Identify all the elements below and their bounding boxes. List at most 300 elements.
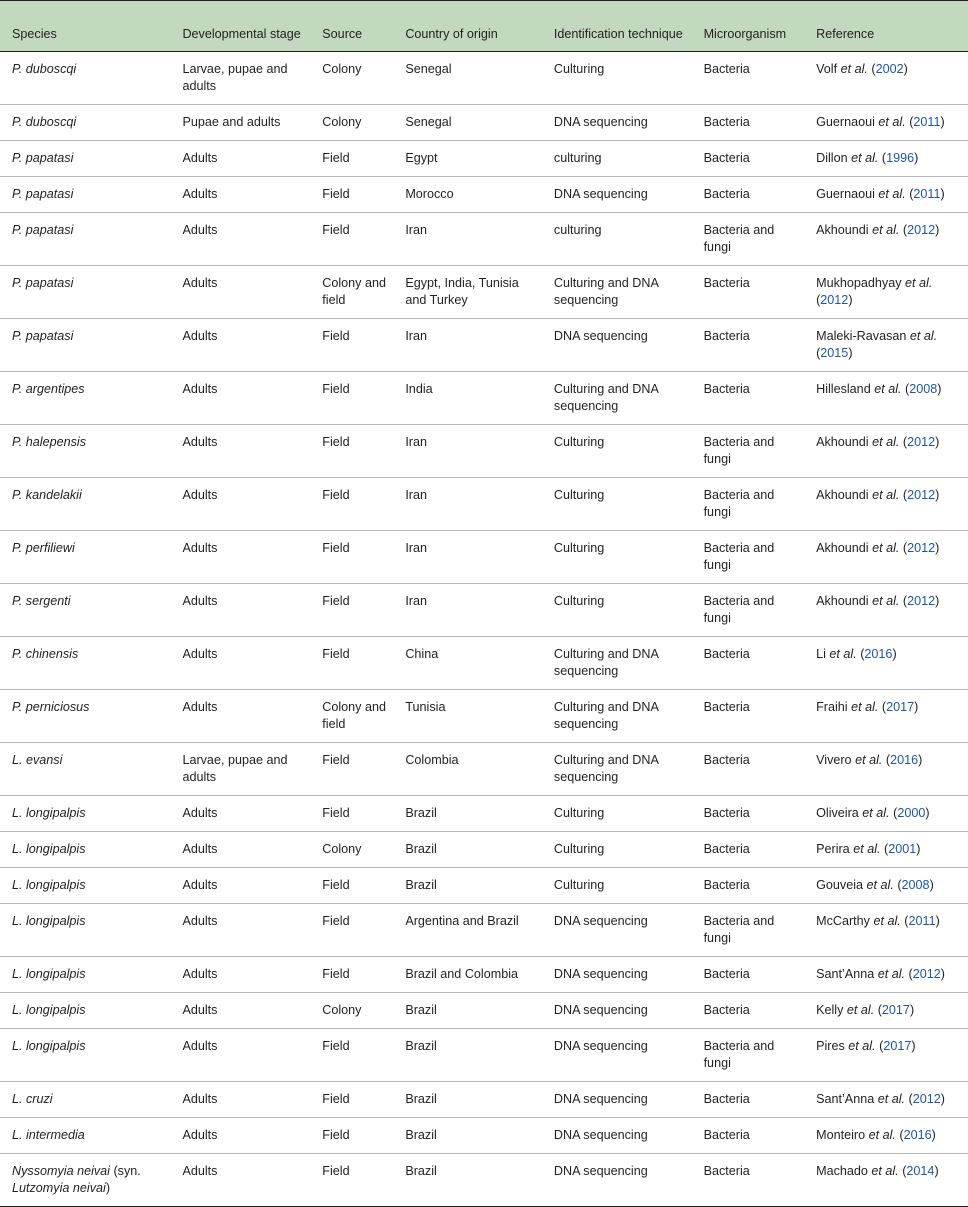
cell-developmental-stage: Adults xyxy=(170,372,310,425)
cell-microorganism: Bacteria and fungi xyxy=(692,531,805,584)
cell-species xyxy=(0,105,170,141)
reference-author: Kelly xyxy=(816,1003,844,1017)
species-name: P. perniciosus xyxy=(12,700,90,714)
cell-reference: Mukhopadhyay et al. (2012) xyxy=(804,266,968,319)
cell-microorganism: Bacteria and fungi xyxy=(692,478,805,531)
cell-country: Brazil and Colombia xyxy=(393,957,542,993)
cell-species xyxy=(0,796,170,832)
reference-year-link[interactable]: 2012 xyxy=(820,293,849,307)
species-syn-suffix: ) xyxy=(105,1181,111,1195)
cell-country: China xyxy=(393,637,542,690)
cell-country: Iran xyxy=(393,213,542,266)
cell-species xyxy=(0,266,170,319)
cell-species xyxy=(0,319,170,372)
cell-species xyxy=(0,904,170,957)
reference-etal: et al. xyxy=(872,488,900,502)
cell-species xyxy=(0,141,170,177)
reference-year-link[interactable]: 2012 xyxy=(907,223,936,237)
cell-species xyxy=(0,177,170,213)
reference-author: Li xyxy=(816,647,826,661)
reference-year-link[interactable]: 2017 xyxy=(883,1039,912,1053)
table-row xyxy=(0,796,968,832)
cell-country: Brazil xyxy=(393,1082,542,1118)
reference-year-link[interactable]: 2012 xyxy=(907,435,936,449)
species-name: P. kandelakii xyxy=(12,488,82,502)
table-row xyxy=(0,904,968,957)
cell-country: Senegal xyxy=(393,105,542,141)
cell-reference: Perira et al. (2001) xyxy=(804,832,968,868)
cell-species xyxy=(0,832,170,868)
table-row xyxy=(0,832,968,868)
reference-etal: et al. xyxy=(872,223,900,237)
cell-identification-technique: Culturing xyxy=(542,478,692,531)
reference-year-link[interactable]: 2017 xyxy=(881,1003,910,1017)
cell-developmental-stage: Adults xyxy=(170,141,310,177)
reference-year-link[interactable]: 2001 xyxy=(888,842,917,856)
reference-author: Vivero xyxy=(816,753,852,767)
cell-developmental-stage: Adults xyxy=(170,1154,310,1207)
cell-identification-technique: Culturing xyxy=(542,584,692,637)
cell-microorganism: Bacteria and fungi xyxy=(692,584,805,637)
reference-year-link[interactable]: 2016 xyxy=(903,1128,932,1142)
cell-identification-technique: DNA sequencing xyxy=(542,1118,692,1154)
reference-author: Akhoundi xyxy=(816,223,869,237)
cell-microorganism: Bacteria and fungi xyxy=(692,213,805,266)
cell-identification-technique: DNA sequencing xyxy=(542,1082,692,1118)
cell-microorganism: Bacteria xyxy=(692,690,805,743)
cell-country: Brazil xyxy=(393,796,542,832)
cell-developmental-stage: Adults xyxy=(170,266,310,319)
cell-developmental-stage: Adults xyxy=(170,1082,310,1118)
cell-country: Morocco xyxy=(393,177,542,213)
reference-etal: et al. xyxy=(878,187,906,201)
species-name: P. papatasi xyxy=(12,151,74,165)
reference-etal: et al. xyxy=(871,1164,899,1178)
species-name: P. chinensis xyxy=(12,647,79,661)
reference-year-link[interactable]: 2016 xyxy=(890,753,919,767)
cell-reference: Sant’Anna et al. (2012) xyxy=(804,1082,968,1118)
cell-reference: Oliveira et al. (2000) xyxy=(804,796,968,832)
cell-country: Iran xyxy=(393,425,542,478)
cell-microorganism: Bacteria xyxy=(692,372,805,425)
cell-species xyxy=(0,868,170,904)
reference-year-link[interactable]: 2008 xyxy=(901,878,930,892)
cell-source: Colony xyxy=(310,52,393,105)
cell-source: Field xyxy=(310,637,393,690)
reference-author: Guernaoui xyxy=(816,115,875,129)
species-syn-prefix: (syn. xyxy=(109,1164,141,1178)
reference-etal: et al. xyxy=(866,878,894,892)
cell-country: Brazil xyxy=(393,832,542,868)
cell-species xyxy=(0,584,170,637)
cell-country: Brazil xyxy=(393,993,542,1029)
cell-microorganism: Bacteria xyxy=(692,52,805,105)
cell-source: Field xyxy=(310,796,393,832)
reference-author: Sant’Anna xyxy=(816,967,875,981)
cell-developmental-stage: Larvae, pupae and adults xyxy=(170,52,310,105)
species-name: L. intermedia xyxy=(12,1128,85,1142)
cell-microorganism: Bacteria xyxy=(692,637,805,690)
header-microorganism: Microorganism xyxy=(692,1,805,52)
species-synonym: Lutzomyia neivai xyxy=(12,1181,106,1195)
reference-etal: et al. xyxy=(874,382,902,396)
table-row xyxy=(0,141,968,177)
cell-developmental-stage: Adults xyxy=(170,796,310,832)
cell-reference: Li et al. (2016) xyxy=(804,637,968,690)
cell-microorganism: Bacteria xyxy=(692,743,805,796)
reference-etal: et al. xyxy=(840,62,868,76)
cell-identification-technique: Culturing xyxy=(542,531,692,584)
species-name: P. sergenti xyxy=(12,594,71,608)
cell-identification-technique: culturing xyxy=(542,213,692,266)
cell-country: Colombia xyxy=(393,743,542,796)
table-row xyxy=(0,105,968,141)
reference-etal: et al. xyxy=(829,647,857,661)
reference-author: Sant’Anna xyxy=(816,1092,875,1106)
cell-developmental-stage: Pupae and adults xyxy=(170,105,310,141)
cell-country: India xyxy=(393,372,542,425)
reference-year-link[interactable]: 2011 xyxy=(908,914,936,928)
header-country: Country of origin xyxy=(393,1,542,52)
reference-year-link[interactable]: 2000 xyxy=(897,806,926,820)
cell-developmental-stage: Adults xyxy=(170,1118,310,1154)
cell-reference: Akhoundi et al. (2012) xyxy=(804,425,968,478)
reference-author: Akhoundi xyxy=(816,541,869,555)
cell-source: Field xyxy=(310,1082,393,1118)
reference-etal: et al. xyxy=(846,1003,875,1017)
cell-microorganism: Bacteria xyxy=(692,957,805,993)
cell-species xyxy=(0,531,170,584)
cell-microorganism: Bacteria xyxy=(692,868,805,904)
cell-country: Iran xyxy=(393,584,542,637)
cell-source: Field xyxy=(310,904,393,957)
reference-author: Machado xyxy=(816,1164,868,1178)
cell-source: Field xyxy=(310,743,393,796)
cell-microorganism: Bacteria xyxy=(692,266,805,319)
table-row xyxy=(0,319,968,372)
table-row xyxy=(0,478,968,531)
species-name: P. papatasi xyxy=(12,223,74,237)
reference-author: Akhoundi xyxy=(816,594,869,608)
species-name: L. longipalpis xyxy=(12,967,86,981)
reference-author: Guernaoui xyxy=(816,187,875,201)
reference-etal: et al. xyxy=(851,151,879,165)
cell-reference: Volf et al. (2002) xyxy=(804,52,968,105)
cell-reference: Dillon et al. (1996) xyxy=(804,141,968,177)
table-row xyxy=(0,743,968,796)
cell-reference: Vivero et al. (2016) xyxy=(804,743,968,796)
cell-reference: Sant’Anna et al. (2012) xyxy=(804,957,968,993)
cell-developmental-stage: Adults xyxy=(170,319,310,372)
cell-developmental-stage: Adults xyxy=(170,637,310,690)
cell-country: Iran xyxy=(393,319,542,372)
table-row xyxy=(0,993,968,1029)
table-body xyxy=(0,52,968,1207)
species-name: L. longipalpis xyxy=(12,842,86,856)
cell-reference: Akhoundi et al. (2012) xyxy=(804,584,968,637)
table-row xyxy=(0,1154,968,1207)
species-name: L. cruzi xyxy=(12,1092,53,1106)
cell-microorganism: Bacteria and fungi xyxy=(692,425,805,478)
table-row xyxy=(0,177,968,213)
cell-developmental-stage: Adults xyxy=(170,690,310,743)
cell-developmental-stage: Adults xyxy=(170,425,310,478)
cell-microorganism: Bacteria and fungi xyxy=(692,1029,805,1082)
reference-author: Monteiro xyxy=(816,1128,866,1142)
table-row xyxy=(0,637,968,690)
cell-country: Egypt xyxy=(393,141,542,177)
cell-species xyxy=(0,957,170,993)
reference-year-link[interactable]: 1996 xyxy=(886,151,915,165)
cell-identification-technique: Culturing xyxy=(542,832,692,868)
cell-microorganism: Bacteria xyxy=(692,141,805,177)
cell-reference: Gouveia et al. (2008) xyxy=(804,868,968,904)
cell-country: Iran xyxy=(393,478,542,531)
cell-species xyxy=(0,1154,170,1207)
reference-etal: et al. xyxy=(872,435,900,449)
species-name: P. papatasi xyxy=(12,276,74,290)
cell-developmental-stage: Adults xyxy=(170,832,310,868)
table-header xyxy=(0,1,968,52)
cell-developmental-stage: Adults xyxy=(170,1029,310,1082)
reference-year-link[interactable]: 2011 xyxy=(913,187,941,201)
reference-etal: et al. xyxy=(877,1092,906,1106)
cell-developmental-stage: Adults xyxy=(170,213,310,266)
reference-author: McCarthy xyxy=(816,914,870,928)
reference-author: Akhoundi xyxy=(816,488,869,502)
reference-year-link[interactable]: 2012 xyxy=(912,1092,941,1106)
table-row xyxy=(0,266,968,319)
reference-etal: et al. xyxy=(868,1128,896,1142)
reference-author: Pires xyxy=(816,1039,845,1053)
reference-year-link[interactable]: 2015 xyxy=(820,346,849,360)
cell-identification-technique: DNA sequencing xyxy=(542,177,692,213)
cell-species xyxy=(0,993,170,1029)
cell-source: Field xyxy=(310,177,393,213)
cell-reference: Guernaoui et al. (2011) xyxy=(804,177,968,213)
reference-etal: et al. xyxy=(851,700,879,714)
species-name: L. longipalpis xyxy=(12,878,86,892)
cell-developmental-stage: Adults xyxy=(170,868,310,904)
species-name: P. duboscqi xyxy=(12,115,77,129)
reference-etal: et al. xyxy=(855,753,883,767)
cell-source: Field xyxy=(310,213,393,266)
reference-year-link[interactable]: 2011 xyxy=(913,115,941,129)
cell-developmental-stage: Adults xyxy=(170,177,310,213)
species-name: L. evansi xyxy=(12,753,63,767)
cell-microorganism: Bacteria xyxy=(692,319,805,372)
species-name: P. papatasi xyxy=(12,187,74,201)
cell-country: Senegal xyxy=(393,52,542,105)
cell-species xyxy=(0,1118,170,1154)
cell-source: Colony xyxy=(310,832,393,868)
cell-identification-technique: Culturing xyxy=(542,868,692,904)
cell-microorganism: Bacteria xyxy=(692,1082,805,1118)
cell-microorganism: Bacteria and fungi xyxy=(692,904,805,957)
cell-country: Argentina and Brazil xyxy=(393,904,542,957)
cell-source: Field xyxy=(310,1029,393,1082)
cell-reference: Akhoundi et al. (2012) xyxy=(804,531,968,584)
reference-etal: et al. xyxy=(909,329,938,343)
reference-etal: et al. xyxy=(878,115,906,129)
table-row xyxy=(0,690,968,743)
cell-source: Field xyxy=(310,141,393,177)
cell-source: Field xyxy=(310,425,393,478)
header-developmental-stage: Developmental stage xyxy=(170,1,310,52)
cell-country: Egypt, India, Tunisia and Turkey xyxy=(393,266,542,319)
cell-identification-technique: Culturing and DNA sequencing xyxy=(542,690,692,743)
species-name: P. argentipes xyxy=(12,382,85,396)
cell-source: Field xyxy=(310,478,393,531)
cell-species xyxy=(0,743,170,796)
cell-developmental-stage: Adults xyxy=(170,993,310,1029)
cell-species xyxy=(0,52,170,105)
table-row xyxy=(0,868,968,904)
species-name: Nyssomyia neivai xyxy=(12,1164,110,1178)
cell-species xyxy=(0,425,170,478)
reference-etal: et al. xyxy=(873,914,901,928)
reference-author: Dillon xyxy=(816,151,848,165)
species-name: L. longipalpis xyxy=(12,1003,86,1017)
reference-year-link[interactable]: 2017 xyxy=(886,700,915,714)
reference-author: Gouveia xyxy=(816,878,864,892)
reference-author: Volf xyxy=(816,62,838,76)
table-row xyxy=(0,531,968,584)
table-row xyxy=(0,1082,968,1118)
cell-source: Field xyxy=(310,957,393,993)
cell-country: Brazil xyxy=(393,1118,542,1154)
cell-reference: Guernaoui et al. (2011) xyxy=(804,105,968,141)
cell-reference: Machado et al. (2014) xyxy=(804,1154,968,1207)
cell-source: Field xyxy=(310,1154,393,1207)
cell-identification-technique: DNA sequencing xyxy=(542,904,692,957)
species-name: P. halepensis xyxy=(12,435,86,449)
table-row xyxy=(0,213,968,266)
reference-year-link[interactable]: 2008 xyxy=(909,382,938,396)
cell-identification-technique: Culturing and DNA sequencing xyxy=(542,743,692,796)
cell-microorganism: Bacteria xyxy=(692,1118,805,1154)
reference-author: Fraihi xyxy=(816,700,848,714)
cell-reference: Maleki-Ravasan et al. (2015) xyxy=(804,319,968,372)
cell-identification-technique: DNA sequencing xyxy=(542,1154,692,1207)
cell-reference: McCarthy et al. (2011) xyxy=(804,904,968,957)
cell-source: Colony and field xyxy=(310,690,393,743)
cell-source: Colony xyxy=(310,993,393,1029)
cell-identification-technique: DNA sequencing xyxy=(542,1029,692,1082)
table-row xyxy=(0,1118,968,1154)
cell-reference: Akhoundi et al. (2012) xyxy=(804,213,968,266)
reference-etal: et al. xyxy=(905,276,933,290)
cell-developmental-stage: Larvae, pupae and adults xyxy=(170,743,310,796)
cell-identification-technique: DNA sequencing xyxy=(542,105,692,141)
header-reference: Reference xyxy=(804,1,968,52)
cell-species xyxy=(0,1082,170,1118)
cell-developmental-stage: Adults xyxy=(170,531,310,584)
cell-microorganism: Bacteria xyxy=(692,993,805,1029)
cell-species xyxy=(0,637,170,690)
header-source: Source xyxy=(310,1,393,52)
reference-year-link[interactable]: 2002 xyxy=(875,62,904,76)
cell-identification-technique: culturing xyxy=(542,141,692,177)
reference-etal: et al. xyxy=(853,842,881,856)
reference-etal: et al. xyxy=(862,806,890,820)
species-name: P. papatasi xyxy=(12,329,74,343)
cell-source: Field xyxy=(310,868,393,904)
cell-microorganism: Bacteria xyxy=(692,105,805,141)
cell-source: Field xyxy=(310,372,393,425)
table-row xyxy=(0,425,968,478)
cell-country: Brazil xyxy=(393,868,542,904)
table-row xyxy=(0,957,968,993)
reference-year-link[interactable]: 2014 xyxy=(906,1164,935,1178)
reference-year-link[interactable]: 2012 xyxy=(907,594,936,608)
reference-year-link[interactable]: 2012 xyxy=(907,488,936,502)
cell-country: Brazil xyxy=(393,1154,542,1207)
header-identification-technique: Identification technique xyxy=(542,1,692,52)
cell-identification-technique: Culturing and DNA sequencing xyxy=(542,637,692,690)
cell-reference: Fraihi et al. (2017) xyxy=(804,690,968,743)
cell-reference: Hillesland et al. (2008) xyxy=(804,372,968,425)
species-name: L. longipalpis xyxy=(12,806,86,820)
reference-year-link[interactable]: 2012 xyxy=(907,541,936,555)
reference-author: Oliveira xyxy=(816,806,859,820)
cell-country: Iran xyxy=(393,531,542,584)
cell-developmental-stage: Adults xyxy=(170,584,310,637)
table-row xyxy=(0,372,968,425)
table-row xyxy=(0,52,968,105)
cell-developmental-stage: Adults xyxy=(170,957,310,993)
cell-identification-technique: Culturing xyxy=(542,796,692,832)
cell-reference: Monteiro et al. (2016) xyxy=(804,1118,968,1154)
cell-reference: Pires et al. (2017) xyxy=(804,1029,968,1082)
cell-developmental-stage: Adults xyxy=(170,478,310,531)
reference-year-link[interactable]: 2016 xyxy=(864,647,893,661)
reference-author: Akhoundi xyxy=(816,435,869,449)
reference-author: Perira xyxy=(816,842,850,856)
species-name: L. longipalpis xyxy=(12,914,86,928)
header-species: Species xyxy=(0,1,170,52)
cell-source: Field xyxy=(310,319,393,372)
cell-source: Field xyxy=(310,1118,393,1154)
species-name: P. duboscqi xyxy=(12,62,77,76)
cell-identification-technique: Culturing and DNA sequencing xyxy=(542,372,692,425)
species-name: L. longipalpis xyxy=(12,1039,86,1053)
cell-reference: Kelly et al. (2017) xyxy=(804,993,968,1029)
cell-identification-technique: Culturing xyxy=(542,425,692,478)
reference-etal: et al. xyxy=(848,1039,876,1053)
reference-etal: et al. xyxy=(872,594,900,608)
cell-microorganism: Bacteria xyxy=(692,1154,805,1207)
cell-source: Field xyxy=(310,531,393,584)
cell-microorganism: Bacteria xyxy=(692,832,805,868)
cell-species xyxy=(0,372,170,425)
reference-etal: et al. xyxy=(877,967,906,981)
reference-author: Maleki-Ravasan xyxy=(816,329,907,343)
cell-country: Tunisia xyxy=(393,690,542,743)
table-row xyxy=(0,584,968,637)
cell-developmental-stage: Adults xyxy=(170,904,310,957)
reference-author: Hillesland xyxy=(816,382,871,396)
cell-source: Field xyxy=(310,584,393,637)
cell-species xyxy=(0,213,170,266)
cell-microorganism: Bacteria xyxy=(692,177,805,213)
reference-year-link[interactable]: 2012 xyxy=(912,967,941,981)
species-name: P. perfiliewi xyxy=(12,541,75,555)
cell-source: Colony and field xyxy=(310,266,393,319)
cell-reference: Akhoundi et al. (2012) xyxy=(804,478,968,531)
cell-identification-technique: Culturing and DNA sequencing xyxy=(542,266,692,319)
cell-identification-technique: DNA sequencing xyxy=(542,957,692,993)
